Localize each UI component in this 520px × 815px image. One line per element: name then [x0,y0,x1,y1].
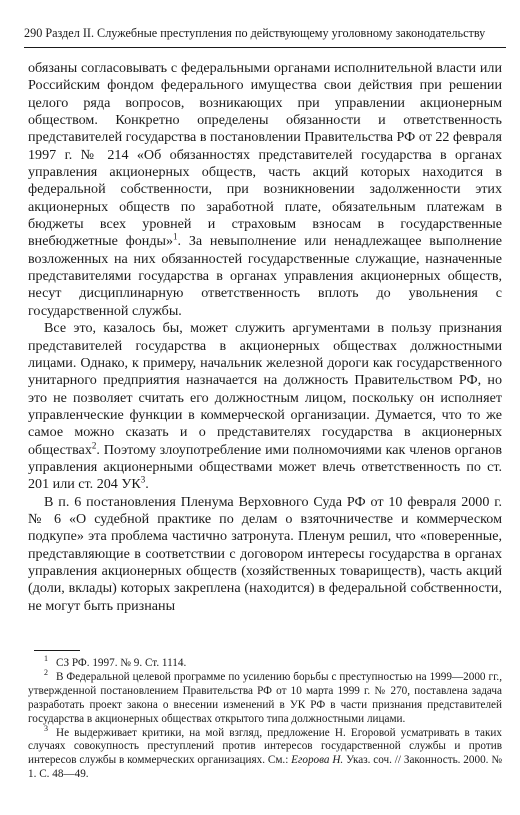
footnote-number: 1 [44,654,48,664]
footnote-1 [28,654,502,671]
footnote-3 [28,723,502,783]
footnote-text-b: Указ. соч. // Законность. 2000. № 1. С. 48—49. [28,754,502,781]
footnote-ref-3: 3 [140,474,146,485]
footnote-number: 2 [44,668,48,678]
paragraph-2-text-c: . [145,476,149,493]
footnote-2 [28,668,502,727]
footnote-number: 3 [44,723,48,733]
paragraph-1-text-b: . За невыполнение или ненадлежащее выполнение возложенных на них обязанностей государственные служащие, назначенные представителями государства в органах управления акционерных обществ, несут дисциплинарную ответственность вплоть до увольнения с государственной службы. [28,233,502,319]
footnote-text-a: Не выдерживает критики, на мой взгляд, предложение Н. Егоровой усматривать в таких случаях совокупность преступлений против интересов государственной службы и против интересов службы в коммерческих организациях. См.: [28,726,502,767]
footnote-rule [34,650,80,651]
paragraph-2-text-b: . Поэтому злоупотребление ими полномочиями как членов органов управления акционерными обществами может влечь ответственность по ст. 201 или ст. 204 УК [28,441,502,493]
footnote-ref-1: 1 [173,231,178,242]
header-rule [24,47,506,48]
footnote-text: В Федеральной целевой программе по усилению борьбы с преступностью на 1999—2000 гг., утвержденной постановлением Правительства РФ от 10 марта 1999 г. № 270, поставлена задача разработать проект закона о внесении изменений в УК РФ в части признания представителей государства в акционерных обществах открытого типа должностными лицами. [28,670,502,725]
running-head: 290 Раздел II. Служебные преступления по действующему уголовному законодательству [24,26,486,40]
paragraph-2-text-a: Все это, казалось бы, может служить аргументами в пользу признания представителей государства в акционерных обществах должностными лицами. Однако, к примеру, начальник железной дороги как государственного унитарного предприятия назначается на должность Правительством РФ, но это не позволяет считать его должностным лицом, поскольку он исполняет управленческие функции в коммерческой организации. Думается, что то же самое можно сказать и о представителях государства в акционерных обществах [28,320,502,458]
paragraph-2 [28,320,502,493]
paragraph-3: В п. 6 постановления Пленума Верховного Суда РФ от 10 февраля 2000 г. № 6 «О судебной практике по делам о взяточничестве и коммерческом подкупе» эта проблема частично затронута. Пленум решил, что «поверенные, представляющие в соответствии с договором интересы государства в органах управления акционерных обществ (хозяйственных товариществ), часть акций (доли, вклады) которых закреплена (находится) в федеральной собственности, не могут быть признаны [28,493,502,614]
footnote-ref-2: 2 [91,439,97,450]
footnote-text: СЗ РФ. 1997. № 9. Ст. 1114. [56,657,187,669]
main-text [28,60,502,615]
footnotes [28,654,502,782]
paragraph-1-text-a: обязаны согласовывать с федеральными органами исполнительной власти или Российским фондом федерального имущества свои действия при решении целого ряда вопросов, возникающих при управлении акционерным обществом. Конкретно определены обязанности и ответственность представителей государства в постановлении Правительства РФ от 22 февраля 1997 г. № 214 «Об обязанностях представителей государства в органах управления акционерных обществ, часть акций которых находится в федеральной собственности, при возникновении задолженности этих акционерных обществ по заработной плате, обязательным платежам в бюджеты всех уровней и страховым взносам в государственные внебюджетные фонды» [28,60,502,250]
footnote-author: Егорова Н. [291,754,344,767]
paragraph-1 [28,60,502,320]
